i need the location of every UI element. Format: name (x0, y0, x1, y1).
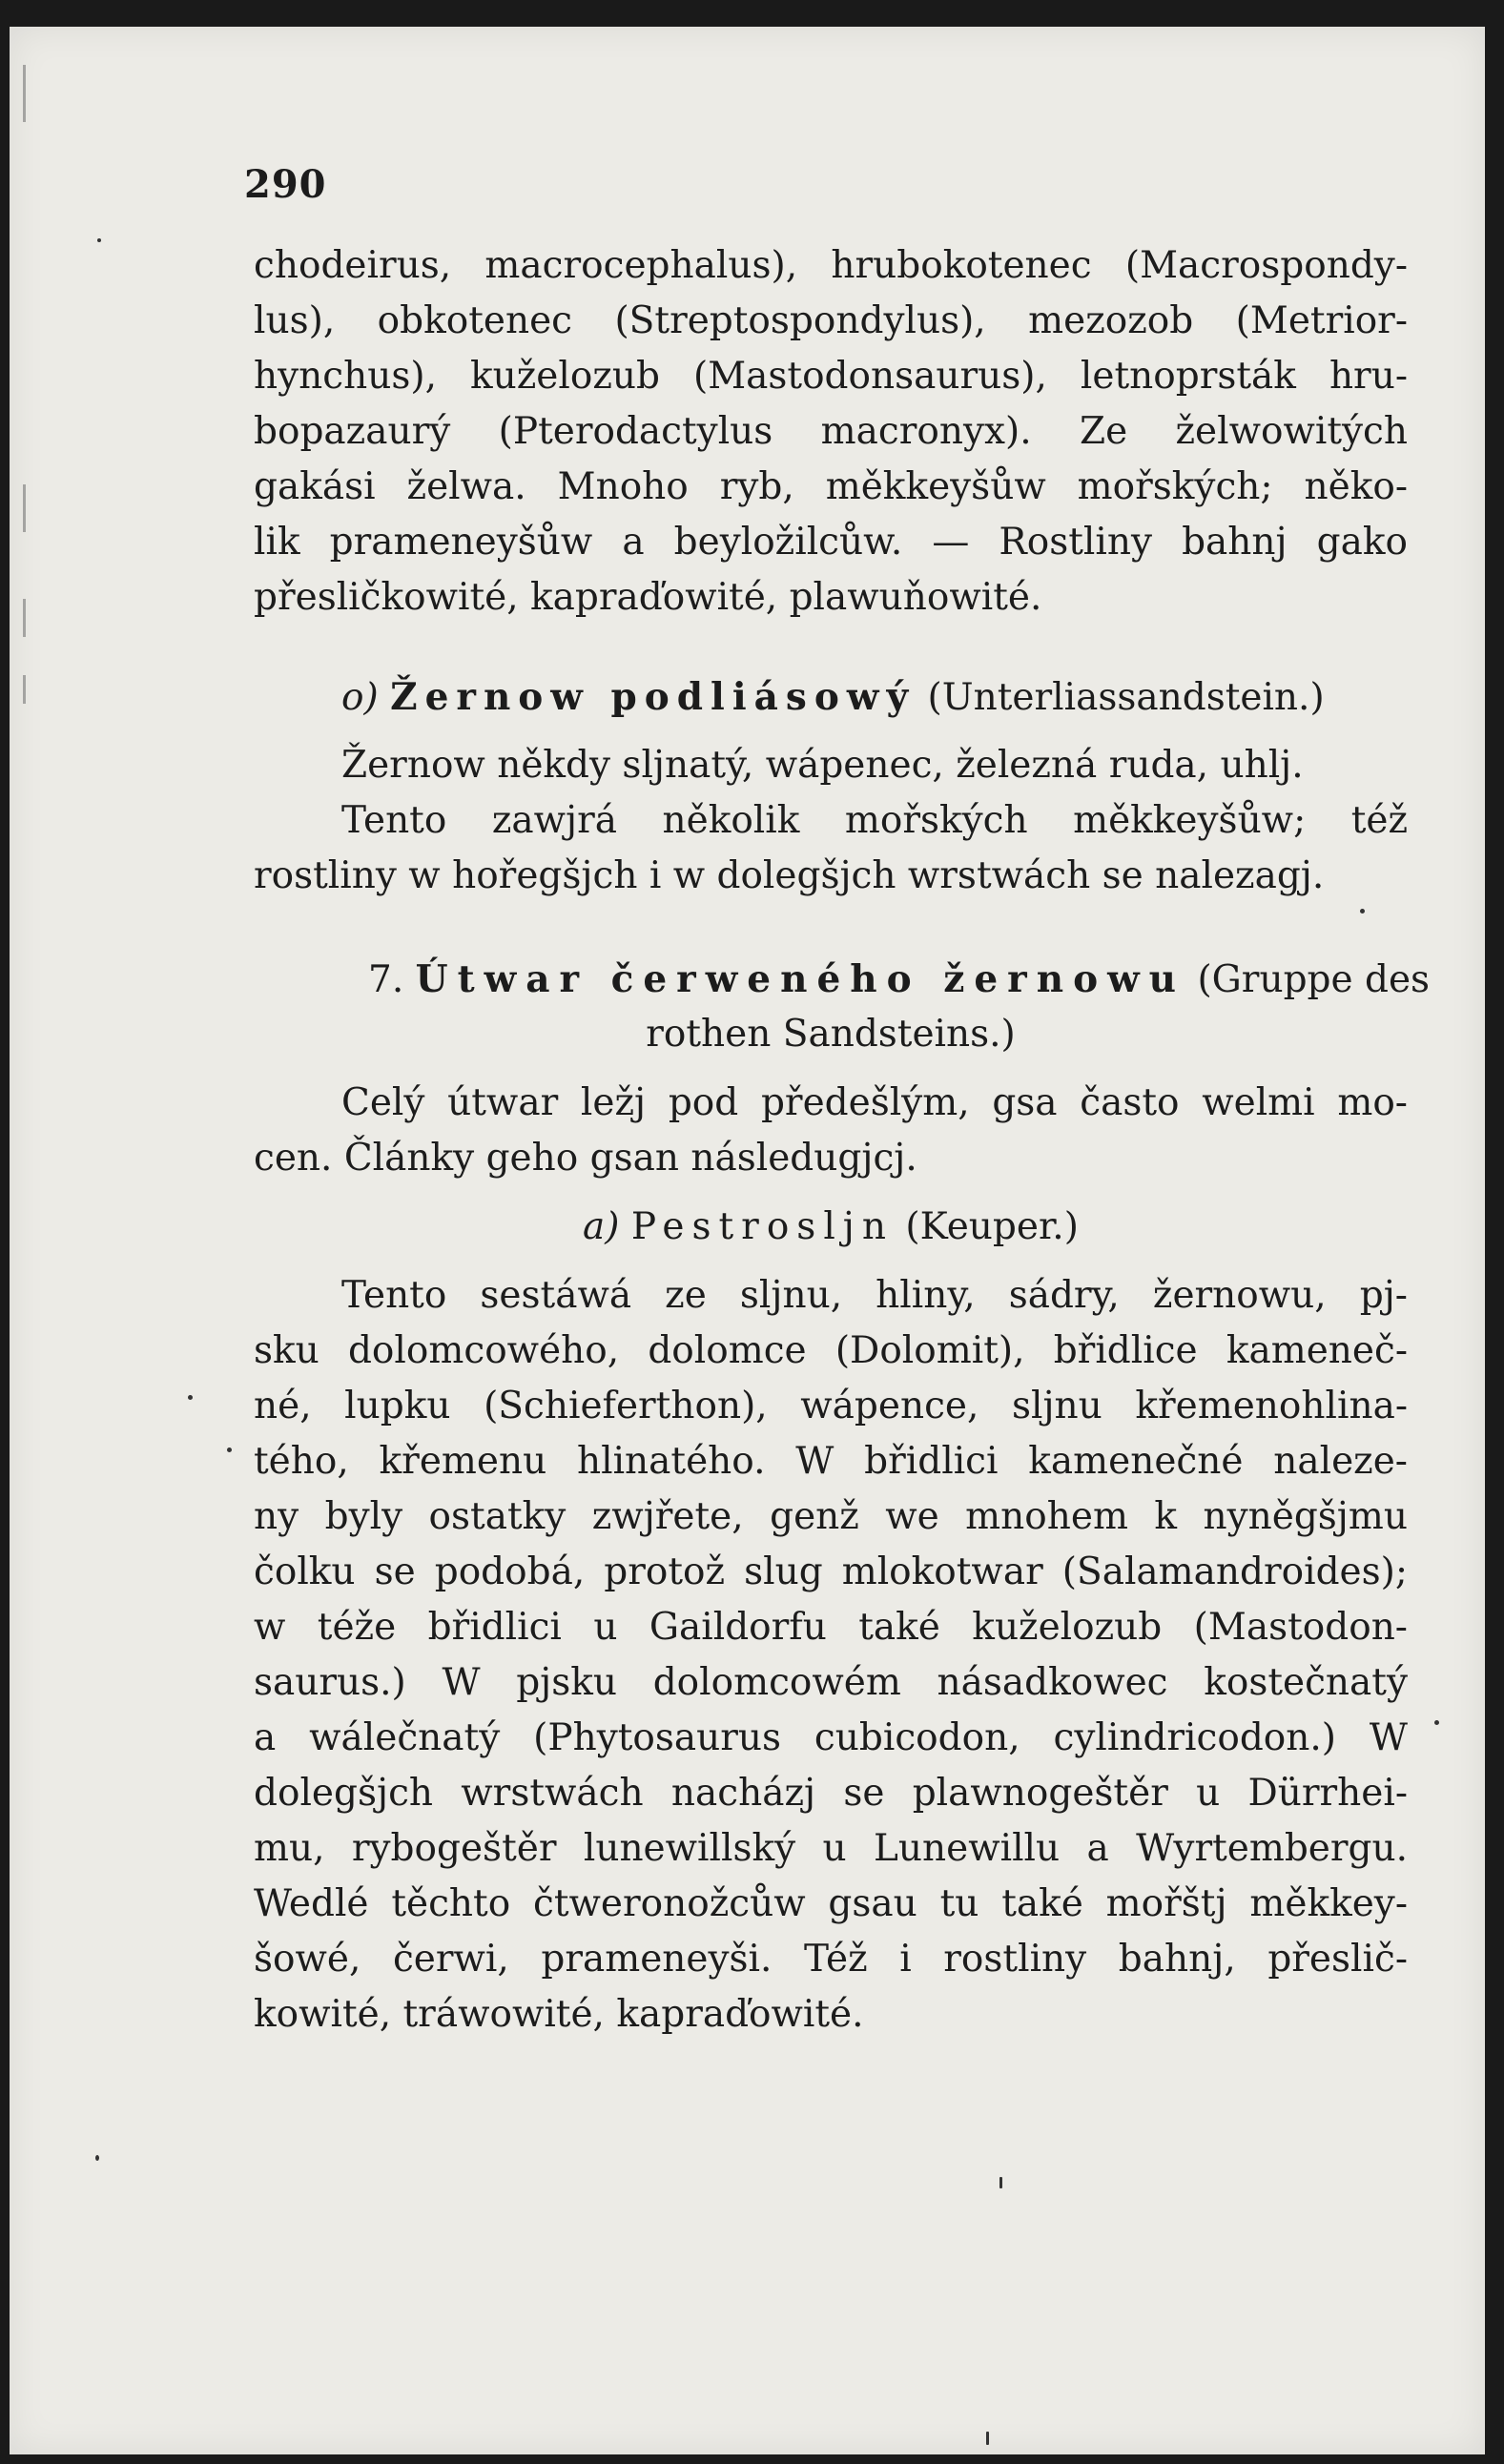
text-line: Celý útwar ležj pod předešlým, gsa často welmi mo- (341, 1081, 1408, 1124)
text-line: rostliny w hořegšjch i w dolegšjch wrstwách se nalezagj. (254, 854, 1325, 897)
binding-mark (23, 599, 26, 637)
text-line: Tento zawjrá několik mořských měkkeyšůw; též (341, 799, 1408, 842)
binding-mark (23, 484, 26, 532)
text-line: sku dolomcowého, dolomce (Dolomit), břidlice kameneč- (254, 1329, 1408, 1372)
text-line: w téže břidlici u Gaildorfu také kuželozub (Mastodon- (254, 1606, 1408, 1649)
section-german: (Gruppe des (1197, 958, 1431, 1001)
text-line: šowé, čerwi, prameneyši. Též i rostliny bahnj, přeslič- (254, 1938, 1408, 1981)
text-line: chodeirus, macrocephalus), hrubokotenec (Macrospondy- (254, 244, 1408, 287)
text-line: mu, rybogeštěr lunewillský u Lunewillu a Wyrtembergu. (254, 1827, 1408, 1870)
text-line: hynchus), kuželozub (Mastodonsaurus), letnoprsták hru- (254, 355, 1408, 398)
paper-speck (986, 2432, 989, 2445)
text-line: gakási želwa. Mnoho ryb, měkkeyšůw mořských; něko- (254, 465, 1408, 508)
text-line: ny byly ostatky zwjřete, genž we mnohem k nyněgšjmu (254, 1495, 1408, 1538)
section-title: Útwar čerweného žernowu (415, 957, 1186, 1001)
paper-speck (1434, 1720, 1439, 1725)
paper-speck (999, 2177, 1002, 2188)
text-line: cen. Články geho gsan následugjcj. (254, 1137, 917, 1180)
text-line: lus), obkotenec (Streptospondylus), mezozob (Metrior- (254, 299, 1408, 342)
text-line: a wálečnatý (Phytosaurus cubicodon, cylindricodon.) W (254, 1716, 1408, 1759)
binding-mark (23, 675, 26, 704)
subheading-title: Pestroslјn (630, 1205, 894, 1248)
subheading-letter: a) (583, 1205, 620, 1248)
text-line: dolegšjch wrstwách nacházj se plawnogeštěr u Dürrhei- (254, 1772, 1408, 1815)
text-line: Žernow někdy sljnatý, wápenec, železná ruda, uhlj. (341, 744, 1304, 787)
text-line: čolku se podobá, protož slug mlokotwar (Salamandroides); (254, 1550, 1408, 1593)
paper-speck (227, 1448, 232, 1452)
paper-speck (188, 1395, 193, 1400)
section-german-continued: rothen Sandsteins.) (646, 1013, 1016, 1056)
paper-speck (97, 238, 101, 242)
page-number: 290 (244, 162, 327, 207)
subheading-letter: o) (341, 676, 379, 719)
subheading-a (254, 1200, 1408, 1255)
text-line: bopazaurý (Pterodactylus macronyx). Ze želwowitých (254, 410, 1408, 453)
subheading-title: Žernow podliásowý (390, 675, 917, 719)
text-line: né, lupku (Schieferthon), wápence, sljnu křemenohlina- (254, 1385, 1408, 1427)
paragraph-utwar (254, 1076, 1408, 1186)
text-line: kowité, tráwowité, kapraďowité. (254, 1993, 864, 2036)
subheading-german: (Unterliassandstein.) (927, 676, 1325, 719)
section-number: 7. (368, 958, 404, 1001)
paragraph-keuper (254, 1268, 1408, 2043)
paragraph-fossil-reptiles (254, 238, 1408, 626)
text-line: tého, křemenu hlinatého. W břidlici kamenečné naleze- (254, 1440, 1408, 1483)
binding-mark (23, 65, 26, 122)
text-line: lik prameneyšůw a beyložilcůw. — Rostliny bahnj gako (254, 521, 1408, 564)
text-line: saurus.) W pjsku dolomcowém násadkowec kostečnatý (254, 1661, 1408, 1704)
paper-speck (95, 2155, 99, 2161)
paragraph-zernow (254, 738, 1408, 904)
subheading-o (254, 669, 1408, 725)
subheading-german: (Keuper.) (905, 1205, 1079, 1248)
body-text (254, 238, 1431, 2043)
text-line: Tento sestáwá ze sljnu, hliny, sádry, žernowu, pj- (341, 1274, 1408, 1317)
section-heading-7 (254, 952, 1431, 1007)
text-line: přesličkowité, kapraďowité, plawuňowité. (254, 576, 1042, 619)
text-line: Wedlé těchto čtweronožcůw gsau tu také mořštj měkkey- (254, 1882, 1408, 1925)
